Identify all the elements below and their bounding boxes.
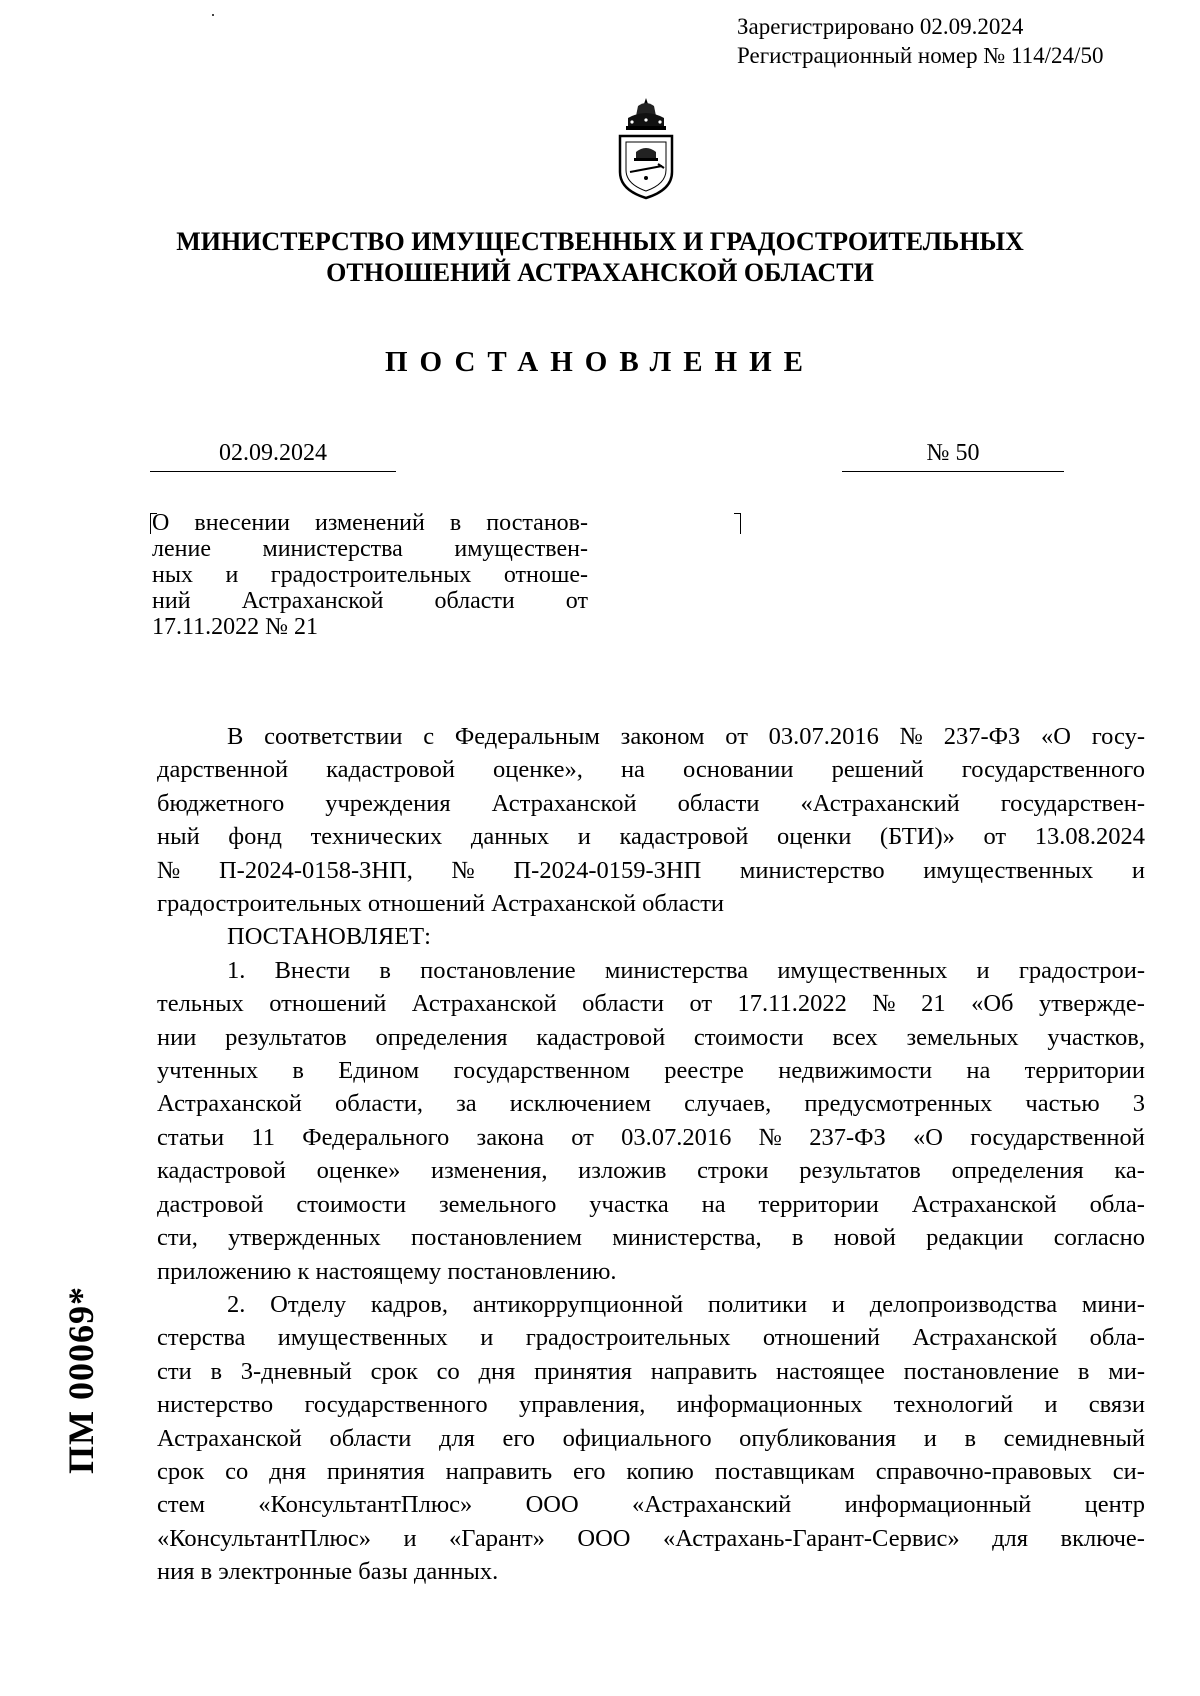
word: «Астрахань-Гарант-Сервис»	[662, 1524, 960, 1552]
word: постанов-	[486, 510, 588, 536]
document-subject	[152, 510, 588, 640]
body-line	[157, 1321, 1145, 1354]
word: ление	[152, 536, 211, 562]
word: Внести	[274, 956, 351, 984]
word: ООО	[577, 1524, 631, 1552]
body-line	[157, 987, 1145, 1020]
word: технических	[310, 823, 443, 851]
word: и	[976, 956, 990, 984]
side-registration-code: ПМ 00069*	[61, 1286, 101, 1474]
word: учтенных	[157, 1057, 259, 1085]
word: результатов	[225, 1023, 347, 1051]
body-line	[157, 954, 1145, 987]
word: 3	[1132, 1090, 1145, 1118]
word: реестре	[664, 1057, 744, 1085]
word: сти	[157, 1357, 192, 1385]
word: «Астраханский	[800, 789, 960, 817]
word: срок	[370, 1357, 418, 1385]
word: его	[502, 1424, 536, 1452]
word: (БТИ)»	[879, 823, 955, 851]
body-line	[157, 820, 1145, 853]
word: фонд	[228, 823, 282, 851]
word: настоящее	[775, 1357, 885, 1385]
word: кадров,	[370, 1290, 448, 1318]
document-body	[157, 720, 1145, 1589]
word: П-2024-0158-ЗНП,	[218, 856, 413, 884]
word: новой	[833, 1224, 896, 1252]
body-line	[157, 753, 1145, 786]
word: дня	[478, 1357, 516, 1385]
word: 13.08.2024	[1034, 823, 1145, 851]
word: изменений	[315, 510, 425, 536]
word: государствен-	[1000, 789, 1145, 817]
word: случаев,	[684, 1090, 772, 1118]
word: 1.	[227, 956, 246, 984]
word: ных	[152, 562, 193, 588]
document-number: № 50	[926, 440, 980, 466]
word: утвержденных	[228, 1224, 381, 1252]
word: внесении	[194, 510, 290, 536]
word: технологий	[893, 1391, 1014, 1419]
word: си-	[1112, 1457, 1145, 1485]
document-type-title: ПОСТАНОВЛЕНИЕ	[384, 346, 815, 378]
word: Астраханской	[411, 990, 557, 1018]
word: от	[983, 823, 1007, 851]
word: Отделу	[270, 1290, 347, 1318]
subject-line	[152, 588, 588, 614]
word: результатов	[799, 1157, 921, 1185]
word: «О	[1041, 723, 1071, 750]
word: обла-	[1089, 1190, 1145, 1218]
document-number-field	[842, 438, 1064, 472]
word: Федеральным	[454, 723, 600, 750]
body-line	[157, 854, 1145, 887]
registration-number: Регистрационный номер № 114/24/50	[737, 43, 1104, 68]
word: 17.11.2022	[737, 990, 847, 1018]
word: министерства,	[612, 1224, 762, 1252]
body-line	[157, 720, 1145, 753]
word: градостроительных	[525, 1324, 731, 1352]
word: в	[379, 956, 391, 984]
ministry-name-line-1: МИНИСТЕРСТВО ИМУЩЕСТВЕННЫХ И ГРАДОСТРОИТЕЛЬНЫХ	[176, 227, 1024, 256]
word: оценке»,	[493, 756, 583, 784]
subject-bracket-left	[150, 513, 157, 534]
word: и	[403, 1524, 417, 1552]
word: изменения,	[431, 1157, 548, 1185]
word: данных	[470, 823, 550, 851]
astrakhan-coat-of-arms-icon	[612, 96, 680, 200]
word: О	[152, 510, 170, 536]
word: и	[923, 1424, 937, 1452]
ministry-name-line-2: ОТНОШЕНИЙ АСТРАХАНСКОЙ ОБЛАСТИ	[326, 258, 874, 287]
word: №	[872, 990, 896, 1018]
word: министерства	[262, 536, 403, 562]
word: Федерального	[302, 1123, 450, 1151]
word: госу-	[1091, 723, 1145, 750]
word: территории	[1024, 1057, 1145, 1085]
subject-bracket-right	[734, 513, 741, 534]
word: его	[572, 1457, 606, 1485]
word: копию	[626, 1457, 694, 1485]
word: согласно	[1053, 1224, 1145, 1252]
registration-date: Зарегистрировано 02.09.2024	[737, 14, 1024, 39]
word: мини-	[1081, 1290, 1145, 1318]
word: участков,	[1047, 1023, 1145, 1051]
word: принятия	[326, 1457, 425, 1485]
word: ООО	[525, 1491, 579, 1519]
word: государственного	[304, 1391, 488, 1419]
word: области	[677, 789, 760, 817]
word: всех	[832, 1023, 878, 1051]
body-line	[157, 1188, 1145, 1221]
body-line: ПОСТАНОВЛЯЕТ:	[227, 923, 431, 951]
word: ка-	[1114, 1157, 1145, 1185]
word: Астраханской	[241, 588, 384, 614]
word: предусмотренных	[804, 1090, 993, 1118]
document-date-field	[150, 438, 396, 472]
word: дарственной	[157, 756, 289, 784]
word: «Гарант»	[449, 1524, 545, 1552]
word: антикоррупционной	[472, 1290, 684, 1318]
word: и	[1131, 856, 1145, 884]
word: стем	[157, 1491, 205, 1519]
word: и	[577, 823, 591, 851]
word: на	[701, 1190, 726, 1218]
word: 2.	[227, 1290, 246, 1318]
word: ний	[152, 588, 191, 614]
word: официального	[562, 1424, 712, 1452]
word: в	[210, 1357, 223, 1385]
body-line	[157, 1422, 1145, 1455]
body-line	[157, 1488, 1145, 1521]
word: имущественных	[777, 956, 948, 984]
word: для	[992, 1524, 1029, 1552]
word: Едином	[338, 1057, 420, 1085]
scan-speck	[212, 14, 214, 16]
body-line	[157, 1288, 1145, 1321]
word: Астраханской	[491, 789, 637, 817]
body-line	[157, 1054, 1145, 1087]
word: имущественных	[277, 1324, 448, 1352]
word: кадастровой	[536, 1023, 666, 1051]
word: от	[689, 990, 713, 1018]
word: министерства	[604, 956, 749, 984]
word: стоимости	[296, 1190, 407, 1218]
word: дастровой	[157, 1190, 264, 1218]
word: в	[292, 1057, 304, 1085]
word: центр	[1084, 1491, 1145, 1519]
word: статьи	[157, 1123, 225, 1151]
word: П-2024-0159-ЗНП	[513, 856, 702, 884]
word: решений	[831, 756, 924, 784]
word: в	[791, 1224, 804, 1252]
word: отношений	[762, 1324, 880, 1352]
word: информационный	[844, 1491, 1032, 1519]
word: области	[329, 1424, 412, 1452]
word: государственного	[961, 756, 1145, 784]
word: Астраханской	[157, 1424, 302, 1452]
body-line: ния в электронные базы данных.	[157, 1558, 499, 1586]
body-line: приложению к настоящему постановлению.	[157, 1257, 617, 1285]
word: определения	[375, 1023, 508, 1051]
word: семидневный	[1003, 1424, 1145, 1452]
word: на	[620, 756, 645, 784]
word: 11	[251, 1123, 275, 1151]
word: отноше-	[503, 562, 588, 588]
word: имущественных	[923, 856, 1094, 884]
body-line	[157, 1388, 1145, 1421]
word: ный	[157, 823, 200, 851]
word: отношений	[269, 990, 387, 1018]
word: со	[436, 1357, 460, 1385]
word: «КонсультантПлюс»	[258, 1491, 473, 1519]
word: и	[1044, 1391, 1058, 1419]
word: обла-	[1089, 1324, 1145, 1352]
word: кадастровой	[619, 823, 749, 851]
word: делопроизводства	[869, 1290, 1058, 1318]
word: в	[964, 1424, 977, 1452]
document-date: 02.09.2024	[219, 440, 327, 466]
subject-line: 17.11.2022 № 21	[152, 614, 319, 640]
word: участка	[589, 1190, 669, 1218]
word: управления,	[518, 1391, 646, 1419]
word: 237-ФЗ	[809, 1123, 886, 1151]
word: постановлением	[411, 1224, 583, 1252]
word: учреждения	[325, 789, 451, 817]
ministry-name	[150, 226, 1050, 288]
word: поставщикам	[714, 1457, 855, 1485]
word: политики	[707, 1290, 808, 1318]
body-line	[157, 1154, 1145, 1187]
word: №	[899, 723, 924, 750]
word: информационных	[676, 1391, 863, 1419]
word: области,	[334, 1090, 424, 1118]
word: тельных	[157, 990, 244, 1018]
body-line	[157, 1455, 1145, 1488]
word: территории	[758, 1190, 879, 1218]
word: закона	[476, 1123, 544, 1151]
word: «О	[913, 1123, 943, 1151]
word: недвижимости	[778, 1057, 933, 1085]
word: имуществен-	[454, 536, 588, 562]
word: включе-	[1060, 1524, 1145, 1552]
word: строки	[697, 1157, 769, 1185]
word: «Об	[971, 990, 1014, 1018]
subject-line	[152, 510, 588, 536]
body-line	[157, 1355, 1145, 1388]
body-line	[157, 1522, 1145, 1555]
word: №	[758, 1123, 782, 1151]
word: частью	[1025, 1090, 1100, 1118]
word: 3-дневный	[240, 1357, 352, 1385]
subject-line	[152, 536, 588, 562]
word: дня	[269, 1457, 306, 1485]
word: 237-ФЗ	[943, 723, 1021, 750]
word: «КонсультантПлюс»	[157, 1524, 371, 1552]
word: В	[227, 723, 244, 750]
word: справочно-правовых	[875, 1457, 1092, 1485]
body-line	[157, 1221, 1145, 1254]
subject-line	[152, 562, 588, 588]
word: в	[1077, 1357, 1090, 1385]
word: Астраханской	[157, 1090, 302, 1118]
word: опубликования	[739, 1424, 897, 1452]
word: оценке»	[316, 1157, 401, 1185]
word: и	[831, 1290, 845, 1318]
word: основании	[682, 756, 794, 784]
word: 03.07.2016	[768, 723, 879, 750]
word: в	[449, 510, 462, 536]
word: от	[571, 1123, 594, 1151]
word: срок	[157, 1457, 205, 1485]
word: области	[582, 990, 665, 1018]
word: определения	[951, 1157, 1084, 1185]
word: законом	[620, 723, 705, 750]
word: 21	[921, 990, 946, 1018]
word: «Астраханский	[632, 1491, 792, 1519]
word: сти,	[157, 1224, 198, 1252]
word: оценки	[776, 823, 852, 851]
registration-stamp	[737, 12, 1103, 70]
word: утвержде-	[1038, 990, 1145, 1018]
word: принятия	[534, 1357, 633, 1385]
word: государственной	[970, 1123, 1145, 1151]
word: редакции	[926, 1224, 1024, 1252]
word: №	[451, 856, 475, 884]
word: Астраханской	[911, 1190, 1057, 1218]
word: стерства	[157, 1324, 246, 1352]
word: соответствии	[264, 723, 403, 750]
word: градостроительных	[270, 562, 472, 588]
word: за	[456, 1090, 477, 1118]
word: земельного	[438, 1190, 557, 1218]
word: государственном	[453, 1057, 631, 1085]
body-line: градостроительных отношений Астраханской области	[157, 890, 725, 918]
word: 03.07.2016	[621, 1123, 732, 1151]
word: земельных	[906, 1023, 1019, 1051]
word: бюджетного	[157, 789, 285, 817]
word: кадастровой	[157, 1157, 286, 1185]
body-line	[157, 787, 1145, 820]
word: нии	[157, 1023, 197, 1051]
word: направить	[445, 1457, 553, 1485]
word: изложив	[578, 1157, 667, 1185]
body-line	[157, 1087, 1145, 1120]
word: №	[157, 856, 181, 884]
word: на	[966, 1057, 991, 1085]
word: направить	[650, 1357, 758, 1385]
word: для	[438, 1424, 475, 1452]
word: связи	[1088, 1391, 1145, 1419]
word: области	[434, 588, 515, 614]
word: постановление	[420, 956, 576, 984]
word: от	[565, 588, 588, 614]
word: градострои-	[1018, 956, 1145, 984]
word: стоимости	[693, 1023, 804, 1051]
word: ми-	[1108, 1357, 1145, 1385]
word: кадастровой	[326, 756, 455, 784]
word: исключением	[509, 1090, 652, 1118]
word: постановление	[903, 1357, 1060, 1385]
word: от	[725, 723, 748, 750]
word: и	[480, 1324, 494, 1352]
word: со	[225, 1457, 249, 1485]
word: и	[225, 562, 239, 588]
word: нистерство	[157, 1391, 274, 1419]
word: с	[423, 723, 435, 750]
body-line	[157, 1021, 1145, 1054]
word: министерство	[739, 856, 885, 884]
word: Астраханской	[912, 1324, 1058, 1352]
body-line	[157, 1121, 1145, 1154]
